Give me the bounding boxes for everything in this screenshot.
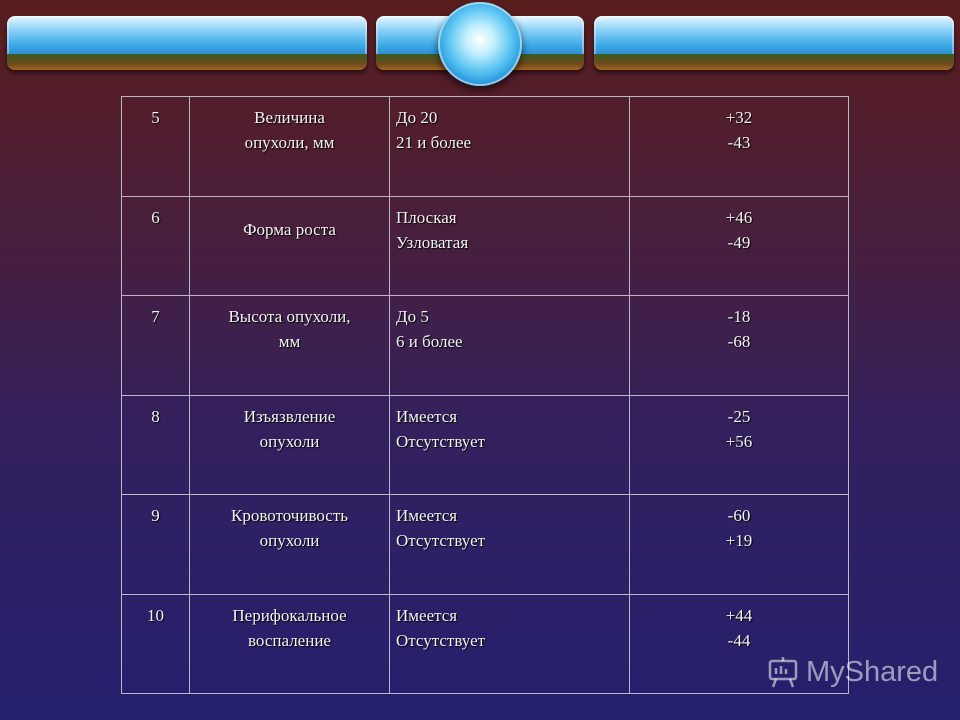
feature-score-line: -44 [727, 630, 751, 650]
feature-score-line: -49 [727, 232, 751, 252]
row-number: 8 [122, 395, 190, 495]
header-banner-right [594, 16, 954, 70]
feature-score-line: -60 [727, 506, 751, 525]
feature-name-line: Изъязвление [243, 406, 336, 426]
feature-value-line: Отсутствует [396, 630, 486, 650]
feature-value-line: До 20 [396, 108, 438, 127]
feature-score-line: -68 [727, 332, 751, 351]
feature-score-line: -25 [727, 406, 751, 426]
feature-name-line: опухоли [259, 431, 320, 451]
feature-value-line: Отсутствует [396, 531, 486, 550]
globe-orb-icon [438, 2, 522, 86]
row-number: 9 [122, 495, 190, 595]
row-number: 10 [122, 594, 190, 694]
feature-value [390, 594, 630, 694]
feature-score-line: +46 [725, 207, 753, 227]
feature-name-line: Форма роста [243, 219, 336, 239]
feature-name-line: Кровоточивость [231, 506, 348, 525]
feature-score-line: -18 [727, 307, 751, 326]
feature-value-line: Имеется [396, 605, 458, 625]
feature-score-line: +19 [725, 531, 753, 550]
feature-name-line: Перифокальное [232, 605, 347, 625]
table-row [122, 196, 849, 296]
feature-value [390, 296, 630, 396]
feature-name [190, 296, 390, 396]
watermark [766, 652, 938, 692]
feature-value [390, 97, 630, 197]
table-row [122, 97, 849, 197]
feature-score [630, 395, 849, 495]
feature-score-line: -43 [727, 133, 751, 152]
feature-value-line: Отсутствует [396, 431, 486, 451]
feature-name [190, 495, 390, 595]
feature-name [190, 196, 390, 296]
feature-score [630, 296, 849, 396]
feature-name-line: Величина [254, 108, 325, 127]
table-row [122, 495, 849, 595]
feature-score [630, 495, 849, 595]
feature-value-line: Имеется [396, 506, 458, 525]
feature-score [630, 196, 849, 296]
header-banner-left [7, 16, 367, 70]
feature-value-line: 21 и более [396, 133, 472, 152]
table-row [122, 594, 849, 694]
table-row [122, 296, 849, 396]
feature-name-line: Высота опухоли, [228, 307, 351, 326]
feature-value-line: 6 и более [396, 332, 463, 351]
feature-score-line: +32 [725, 108, 753, 127]
feature-score-line: +56 [725, 431, 753, 451]
feature-name [190, 395, 390, 495]
data-table [121, 96, 849, 694]
table-row [122, 395, 849, 495]
row-number: 7 [122, 296, 190, 396]
feature-value-line: Плоская [396, 207, 457, 227]
watermark-text: MyShared [806, 655, 939, 688]
feature-score-line: +44 [725, 605, 753, 625]
feature-value [390, 495, 630, 595]
feature-name-line: опухоли, мм [244, 133, 335, 152]
feature-name [190, 97, 390, 197]
row-number: 6 [122, 196, 190, 296]
feature-score [630, 97, 849, 197]
feature-name [190, 594, 390, 694]
feature-name-line: мм [278, 332, 301, 351]
feature-name-line: воспаление [248, 630, 331, 650]
row-number: 5 [122, 97, 190, 197]
feature-value [390, 196, 630, 296]
feature-name-line: опухоли [259, 531, 320, 550]
presentation-board-icon [766, 655, 800, 689]
feature-value-line: Имеется [396, 406, 458, 426]
feature-value-line: Узловатая [396, 232, 469, 252]
feature-value-line: До 5 [396, 307, 429, 326]
feature-value [390, 395, 630, 495]
